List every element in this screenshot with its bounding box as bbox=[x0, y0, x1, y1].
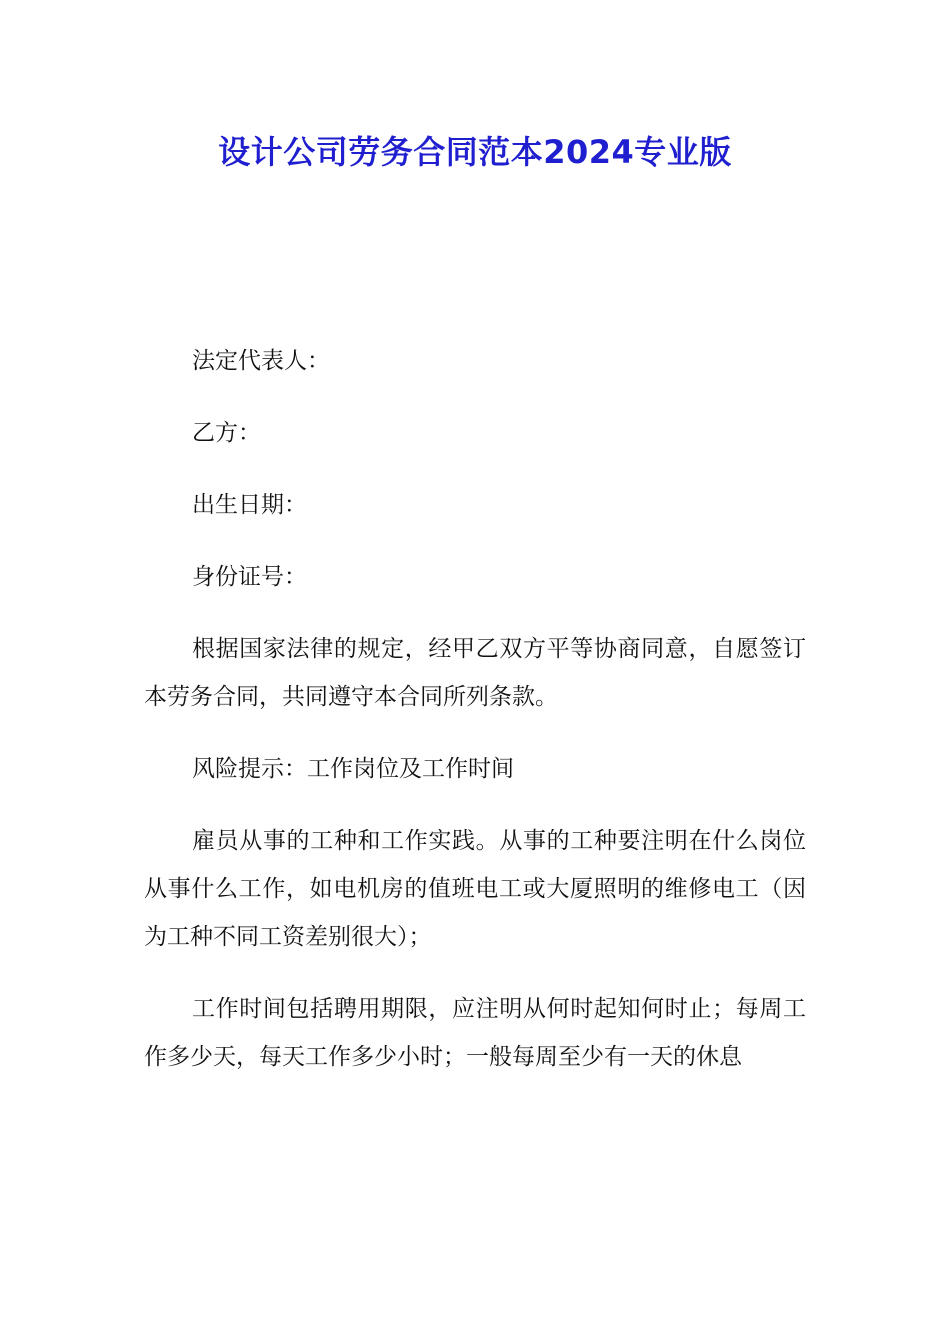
paragraph-line: 风险提示：工作岗位及工作时间 bbox=[192, 756, 514, 782]
paragraph-line: （因为工种不同工资差别很大）； bbox=[144, 876, 807, 950]
paragraph-birth-date bbox=[144, 481, 806, 529]
paragraph-line: 位从事什么工作，如电机房的值班电工或大厦照明的维修电工 bbox=[144, 828, 806, 902]
paragraph-line: 工作多少天，每天工作多少小时；一般每周至少有一天的休息 bbox=[144, 996, 806, 1070]
paragraph-line: 工作时间包括聘用期限，应注明从何时起知何时止；每周 bbox=[192, 996, 783, 1022]
paragraph-line: 法定代表人： bbox=[192, 348, 330, 374]
paragraph-working-hours bbox=[144, 985, 806, 1081]
document-body bbox=[144, 337, 806, 1105]
paragraph-legal-representative bbox=[144, 337, 806, 385]
paragraph-line: 订本劳务合同，共同遵守本合同所列条款。 bbox=[144, 636, 806, 710]
paragraph-line: 乙方： bbox=[192, 420, 261, 446]
paragraph-line: 雇员从事的工种和工作实践。从事的工种要注明在什么岗 bbox=[192, 828, 783, 854]
paragraph-agreement-basis bbox=[144, 625, 806, 721]
paragraph-line: 根据国家法律的规定，经甲乙双方平等协商同意，自愿签 bbox=[192, 636, 783, 662]
document-title: 设计公司劳务合同范本2024专业版 bbox=[218, 133, 732, 171]
paragraph-risk-notice bbox=[144, 745, 806, 793]
paragraph-line: 出生日期： bbox=[192, 492, 307, 518]
paragraph-id-number bbox=[144, 553, 806, 601]
paragraph-party-b bbox=[144, 409, 806, 457]
paragraph-line: 身份证号： bbox=[192, 564, 307, 590]
paragraph-job-type bbox=[144, 817, 806, 961]
